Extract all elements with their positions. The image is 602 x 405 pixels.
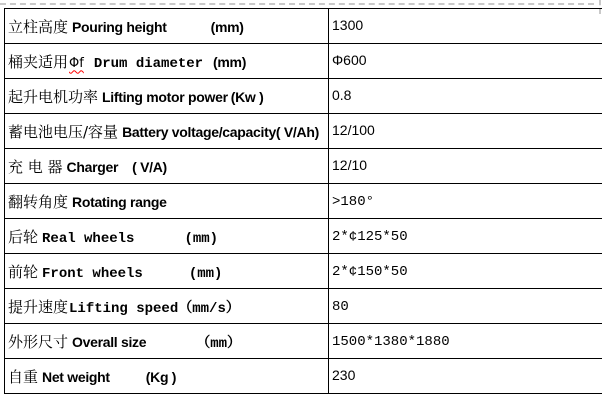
spec-row [5,359,602,394]
spec-label-cell [5,9,329,44]
spec-label-cell [5,324,329,359]
label-unit: (Kg ) [145,368,177,385]
value-text: 0.8 [332,87,352,103]
label-unit: (mm) [213,53,247,70]
spec-label-cell [5,44,329,79]
spec-label-cell [5,219,329,254]
spec-label-cell [5,149,329,184]
label-zh: 蓄电池电压/容量 [8,122,119,141]
value-text: 1500*1380*1880 [332,334,450,350]
misspelled-phi-text: Φf [69,55,84,71]
spec-row [5,114,602,149]
value-text: >180° [332,194,375,210]
label-unit: (mm) [184,230,219,247]
label-en: Rotating range [72,193,167,210]
spec-label-cell [5,289,329,324]
value-text: 12/100 [332,122,375,138]
spec-row [5,184,602,219]
label-unit: (mm) [188,265,223,282]
value-text: 80 [332,299,349,315]
label-zh: 翻转角度 [8,192,69,211]
spec-row [5,324,602,359]
label-en: Drum diameter [93,55,204,72]
spec-value-cell [329,149,602,184]
value-text: 230 [332,367,356,383]
spec-value-cell [329,114,602,149]
label-zh: 提升速度 [8,297,69,316]
label-zh: 后轮 [8,227,39,246]
spec-value-cell [329,289,602,324]
label-zh: 自重 [8,367,39,386]
label-en: Front wheels [42,265,143,282]
specification-table [4,8,602,394]
label-zh: 充 电 器 [8,157,63,176]
spec-label-cell [5,254,329,289]
spec-row [5,79,602,114]
label-en: Overall size [72,333,147,350]
value-text: 12/10 [332,157,368,173]
label-zh: 起升电机功率 [8,87,99,106]
label-zh: 前轮 [8,262,39,281]
label-zh: 外形尺寸 [8,332,69,351]
value-text: 1300 [332,17,364,33]
label-unit: （mm） [196,335,242,352]
label-en: Charger [66,158,119,175]
label-unit: ( V/A) [132,158,167,175]
spec-label-cell [5,114,329,149]
spec-value-cell [329,359,602,394]
label-en: Real wheels [42,230,135,247]
label-zh: 立柱高度 [8,17,69,36]
label-en: Lifting speed [69,300,179,317]
spec-row [5,289,602,324]
label-en: Pouring height [72,18,167,35]
spec-value-cell [329,219,602,254]
page-boundary-dashed-line [0,3,594,5]
spec-label-cell [5,79,329,114]
spec-row [5,44,602,79]
value-text: 2*¢125*50 [332,229,408,245]
value-text: Φ600 [332,52,367,68]
spec-value-cell [329,184,602,219]
spec-value-cell [329,44,602,79]
spec-value-cell [329,9,602,44]
spec-value-cell [329,254,602,289]
spec-label-cell [5,184,329,219]
label-unit: (mm) [210,18,244,35]
label-zh: 桶夹适用 [8,52,69,71]
label-unit: （mm/s） [178,300,240,317]
label-unit: (Kw ) [230,88,264,105]
spec-row [5,9,602,44]
spec-row [5,149,602,184]
spec-row [5,219,602,254]
label-en: Lifting motor power [102,88,228,105]
spec-value-cell [329,79,602,114]
label-en: Net weight [42,368,110,385]
spec-label-cell [5,359,329,394]
value-text: 2*¢150*50 [332,264,408,280]
spec-row [5,254,602,289]
label-en: Battery voltage/capacity( V/Ah) [122,123,319,140]
spec-value-cell [329,324,602,359]
